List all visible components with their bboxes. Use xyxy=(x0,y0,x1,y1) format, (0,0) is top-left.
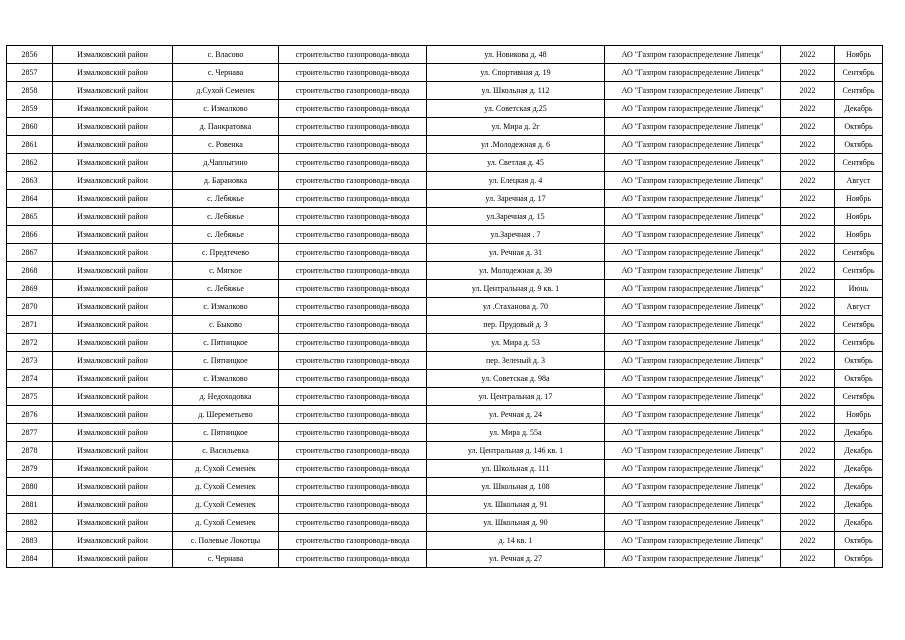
table-row xyxy=(7,118,883,136)
gasification-table xyxy=(6,45,883,568)
cell-settlement: д. Барановка xyxy=(173,172,279,190)
cell-month: Ноябрь xyxy=(835,190,883,208)
cell-district: Измалковский район xyxy=(53,352,173,370)
cell-month: Ноябрь xyxy=(835,226,883,244)
cell-settlement: с. Власово xyxy=(173,46,279,64)
cell-number: 2869 xyxy=(7,280,53,298)
cell-month: Декабрь xyxy=(835,514,883,532)
cell-number: 2867 xyxy=(7,244,53,262)
cell-work-type: строительство газопровода-ввода xyxy=(279,442,427,460)
cell-year: 2022 xyxy=(781,442,835,460)
cell-address: ул. Школьная д. 111 xyxy=(427,460,605,478)
cell-address: ул. Речная д. 31 xyxy=(427,244,605,262)
cell-number: 2881 xyxy=(7,496,53,514)
cell-year: 2022 xyxy=(781,370,835,388)
cell-organization: АО "Газпром газораспределение Липецк" xyxy=(605,118,781,136)
cell-organization: АО "Газпром газораспределение Липецк" xyxy=(605,550,781,568)
cell-district: Измалковский район xyxy=(53,64,173,82)
table-row xyxy=(7,64,883,82)
cell-district: Измалковский район xyxy=(53,424,173,442)
cell-work-type: строительство газопровода-ввода xyxy=(279,370,427,388)
cell-address: ул. Молодежная д. 39 xyxy=(427,262,605,280)
table-row xyxy=(7,244,883,262)
cell-work-type: строительство газопровода-ввода xyxy=(279,406,427,424)
cell-month: Сентябрь xyxy=(835,244,883,262)
cell-work-type: строительство газопровода-ввода xyxy=(279,136,427,154)
cell-year: 2022 xyxy=(781,154,835,172)
cell-organization: АО "Газпром газораспределение Липецк" xyxy=(605,352,781,370)
cell-number: 2859 xyxy=(7,100,53,118)
cell-organization: АО "Газпром газораспределение Липецк" xyxy=(605,136,781,154)
cell-month: Сентябрь xyxy=(835,388,883,406)
cell-month: Сентябрь xyxy=(835,64,883,82)
cell-organization: АО "Газпром газораспределение Липецк" xyxy=(605,190,781,208)
cell-address: ул. Мира д. 53 xyxy=(427,334,605,352)
cell-number: 2860 xyxy=(7,118,53,136)
cell-address: ул. Школьная д. 91 xyxy=(427,496,605,514)
cell-month: Декабрь xyxy=(835,496,883,514)
cell-year: 2022 xyxy=(781,100,835,118)
cell-work-type: строительство газопровода-ввода xyxy=(279,532,427,550)
cell-year: 2022 xyxy=(781,550,835,568)
cell-organization: АО "Газпром газораспределение Липецк" xyxy=(605,226,781,244)
cell-settlement: с. Чернава xyxy=(173,64,279,82)
cell-year: 2022 xyxy=(781,388,835,406)
cell-address: ул. Центральная д. 9 кв. 1 xyxy=(427,280,605,298)
cell-year: 2022 xyxy=(781,172,835,190)
cell-number: 2865 xyxy=(7,208,53,226)
cell-address: ул. Речная д. 27 xyxy=(427,550,605,568)
cell-district: Измалковский район xyxy=(53,478,173,496)
table-row xyxy=(7,550,883,568)
cell-district: Измалковский район xyxy=(53,370,173,388)
cell-organization: АО "Газпром газораспределение Липецк" xyxy=(605,244,781,262)
cell-settlement: с. Пятницкое xyxy=(173,352,279,370)
cell-settlement: с. Измалково xyxy=(173,100,279,118)
table-row xyxy=(7,532,883,550)
table-body xyxy=(7,46,883,568)
cell-month: Сентябрь xyxy=(835,262,883,280)
cell-district: Измалковский район xyxy=(53,442,173,460)
cell-district: Измалковский район xyxy=(53,136,173,154)
cell-number: 2857 xyxy=(7,64,53,82)
cell-address: ул. Заречная д. 17 xyxy=(427,190,605,208)
table-row xyxy=(7,496,883,514)
cell-address: ул. Мира д. 2г xyxy=(427,118,605,136)
cell-address: ул. Советская д. 98а xyxy=(427,370,605,388)
cell-month: Декабрь xyxy=(835,460,883,478)
cell-district: Измалковский район xyxy=(53,154,173,172)
cell-year: 2022 xyxy=(781,64,835,82)
cell-year: 2022 xyxy=(781,190,835,208)
cell-settlement: д. Недоходовка xyxy=(173,388,279,406)
cell-organization: АО "Газпром газораспределение Липецк" xyxy=(605,64,781,82)
cell-year: 2022 xyxy=(781,262,835,280)
cell-district: Измалковский район xyxy=(53,82,173,100)
cell-district: Измалковский район xyxy=(53,460,173,478)
table-row xyxy=(7,172,883,190)
cell-year: 2022 xyxy=(781,532,835,550)
cell-number: 2880 xyxy=(7,478,53,496)
cell-settlement: д. Сухой Семенек xyxy=(173,460,279,478)
cell-number: 2856 xyxy=(7,46,53,64)
cell-month: Октябрь xyxy=(835,136,883,154)
cell-district: Измалковский район xyxy=(53,406,173,424)
cell-address: ул. Светлая д. 45 xyxy=(427,154,605,172)
cell-address: ул. Речная д. 24 xyxy=(427,406,605,424)
cell-organization: АО "Газпром газораспределение Липецк" xyxy=(605,316,781,334)
cell-number: 2876 xyxy=(7,406,53,424)
cell-month: Июнь xyxy=(835,280,883,298)
cell-district: Измалковский район xyxy=(53,334,173,352)
cell-year: 2022 xyxy=(781,460,835,478)
cell-year: 2022 xyxy=(781,496,835,514)
cell-settlement: д. Сухой Семенек xyxy=(173,478,279,496)
cell-organization: АО "Газпром газораспределение Липецк" xyxy=(605,532,781,550)
cell-district: Измалковский район xyxy=(53,532,173,550)
cell-organization: АО "Газпром газораспределение Липецк" xyxy=(605,298,781,316)
cell-settlement: с. Измалково xyxy=(173,370,279,388)
cell-number: 2871 xyxy=(7,316,53,334)
cell-number: 2874 xyxy=(7,370,53,388)
cell-settlement: д. Сухой Семенек xyxy=(173,496,279,514)
cell-district: Измалковский район xyxy=(53,514,173,532)
cell-work-type: строительство газопровода-ввода xyxy=(279,514,427,532)
cell-settlement: с. Чернава xyxy=(173,550,279,568)
cell-month: Сентябрь xyxy=(835,82,883,100)
cell-settlement: с. Лебяжье xyxy=(173,280,279,298)
table-row xyxy=(7,280,883,298)
cell-number: 2866 xyxy=(7,226,53,244)
cell-address: ул .Стаханова д. 70 xyxy=(427,298,605,316)
cell-organization: АО "Газпром газораспределение Липецк" xyxy=(605,262,781,280)
cell-district: Измалковский район xyxy=(53,244,173,262)
cell-organization: АО "Газпром газораспределение Липецк" xyxy=(605,478,781,496)
cell-work-type: строительство газопровода-ввода xyxy=(279,46,427,64)
cell-month: Октябрь xyxy=(835,370,883,388)
cell-work-type: строительство газопровода-ввода xyxy=(279,154,427,172)
cell-number: 2872 xyxy=(7,334,53,352)
cell-organization: АО "Газпром газораспределение Липецк" xyxy=(605,46,781,64)
cell-address: ул. Центральная д. 17 xyxy=(427,388,605,406)
cell-settlement: с. Предтечево xyxy=(173,244,279,262)
cell-month: Август xyxy=(835,298,883,316)
cell-organization: АО "Газпром газораспределение Липецк" xyxy=(605,280,781,298)
cell-organization: АО "Газпром газораспределение Липецк" xyxy=(605,334,781,352)
cell-work-type: строительство газопровода-ввода xyxy=(279,280,427,298)
cell-number: 2878 xyxy=(7,442,53,460)
cell-work-type: строительство газопровода-ввода xyxy=(279,496,427,514)
cell-address: ул. Советская д.25 xyxy=(427,100,605,118)
cell-work-type: строительство газопровода-ввода xyxy=(279,208,427,226)
cell-number: 2862 xyxy=(7,154,53,172)
cell-address: д. 14 кв. 1 xyxy=(427,532,605,550)
cell-organization: АО "Газпром газораспределение Липецк" xyxy=(605,100,781,118)
cell-work-type: строительство газопровода-ввода xyxy=(279,118,427,136)
cell-work-type: строительство газопровода-ввода xyxy=(279,388,427,406)
cell-district: Измалковский район xyxy=(53,208,173,226)
table-row xyxy=(7,514,883,532)
cell-work-type: строительство газопровода-ввода xyxy=(279,316,427,334)
cell-number: 2884 xyxy=(7,550,53,568)
table-row xyxy=(7,208,883,226)
cell-year: 2022 xyxy=(781,334,835,352)
cell-address: ул. Елецкая д. 4 xyxy=(427,172,605,190)
cell-settlement: д. Шереметьево xyxy=(173,406,279,424)
table-row xyxy=(7,334,883,352)
table-row xyxy=(7,262,883,280)
cell-month: Ноябрь xyxy=(835,208,883,226)
cell-month: Октябрь xyxy=(835,550,883,568)
cell-number: 2863 xyxy=(7,172,53,190)
cell-number: 2868 xyxy=(7,262,53,280)
table-row xyxy=(7,136,883,154)
cell-number: 2873 xyxy=(7,352,53,370)
cell-organization: АО "Газпром газораспределение Липецк" xyxy=(605,370,781,388)
cell-month: Август xyxy=(835,172,883,190)
cell-organization: АО "Газпром газораспределение Липецк" xyxy=(605,424,781,442)
cell-organization: АО "Газпром газораспределение Липецк" xyxy=(605,172,781,190)
cell-settlement: с. Полевые Локотцы xyxy=(173,532,279,550)
cell-settlement: с. Лебяжье xyxy=(173,190,279,208)
cell-organization: АО "Газпром газораспределение Липецк" xyxy=(605,154,781,172)
cell-district: Измалковский район xyxy=(53,46,173,64)
cell-work-type: строительство газопровода-ввода xyxy=(279,226,427,244)
cell-organization: АО "Газпром газораспределение Липецк" xyxy=(605,460,781,478)
cell-work-type: строительство газопровода-ввода xyxy=(279,298,427,316)
cell-year: 2022 xyxy=(781,406,835,424)
cell-month: Октябрь xyxy=(835,532,883,550)
cell-year: 2022 xyxy=(781,352,835,370)
table-row xyxy=(7,424,883,442)
cell-year: 2022 xyxy=(781,226,835,244)
cell-month: Сентябрь xyxy=(835,154,883,172)
cell-work-type: строительство газопровода-ввода xyxy=(279,172,427,190)
cell-work-type: строительство газопровода-ввода xyxy=(279,550,427,568)
cell-district: Измалковский район xyxy=(53,118,173,136)
cell-address: ул. Школьная д. 112 xyxy=(427,82,605,100)
cell-work-type: строительство газопровода-ввода xyxy=(279,190,427,208)
cell-settlement: с. Измалково xyxy=(173,298,279,316)
cell-month: Ноябрь xyxy=(835,46,883,64)
cell-year: 2022 xyxy=(781,82,835,100)
table-row xyxy=(7,226,883,244)
cell-number: 2877 xyxy=(7,424,53,442)
cell-address: ул.Заречная . 7 xyxy=(427,226,605,244)
cell-year: 2022 xyxy=(781,478,835,496)
cell-address: ул.Заречная д. 15 xyxy=(427,208,605,226)
cell-district: Измалковский район xyxy=(53,190,173,208)
cell-year: 2022 xyxy=(781,136,835,154)
table-row xyxy=(7,154,883,172)
table-row xyxy=(7,388,883,406)
cell-year: 2022 xyxy=(781,208,835,226)
table-row xyxy=(7,352,883,370)
cell-work-type: строительство газопровода-ввода xyxy=(279,82,427,100)
cell-settlement: д. Сухой Семенек xyxy=(173,514,279,532)
cell-district: Измалковский район xyxy=(53,262,173,280)
cell-district: Измалковский район xyxy=(53,316,173,334)
cell-month: Октябрь xyxy=(835,118,883,136)
cell-settlement: с. Васильевка xyxy=(173,442,279,460)
cell-address: ул. Школьная д. 108 xyxy=(427,478,605,496)
cell-work-type: строительство газопровода-ввода xyxy=(279,478,427,496)
cell-organization: АО "Газпром газораспределение Липецк" xyxy=(605,406,781,424)
cell-settlement: д.Чаплыгино xyxy=(173,154,279,172)
cell-year: 2022 xyxy=(781,118,835,136)
cell-work-type: строительство газопровода-ввода xyxy=(279,334,427,352)
cell-number: 2864 xyxy=(7,190,53,208)
cell-settlement: с. Пятницкое xyxy=(173,334,279,352)
cell-district: Измалковский район xyxy=(53,388,173,406)
table-row xyxy=(7,190,883,208)
cell-organization: АО "Газпром газораспределение Липецк" xyxy=(605,82,781,100)
cell-month: Октябрь xyxy=(835,352,883,370)
table-row xyxy=(7,370,883,388)
cell-organization: АО "Газпром газораспределение Липецк" xyxy=(605,496,781,514)
cell-district: Измалковский район xyxy=(53,226,173,244)
table-row xyxy=(7,460,883,478)
cell-address: ул. Спортивная д. 19 xyxy=(427,64,605,82)
cell-month: Декабрь xyxy=(835,442,883,460)
cell-district: Измалковский район xyxy=(53,496,173,514)
table-row xyxy=(7,316,883,334)
cell-year: 2022 xyxy=(781,46,835,64)
table-row xyxy=(7,478,883,496)
cell-work-type: строительство газопровода-ввода xyxy=(279,262,427,280)
cell-settlement: с. Ровенка xyxy=(173,136,279,154)
cell-address: пер. Зеленый д. 3 xyxy=(427,352,605,370)
cell-month: Декабрь xyxy=(835,424,883,442)
cell-settlement: д. Панкратовка xyxy=(173,118,279,136)
table-row xyxy=(7,46,883,64)
cell-settlement: с. Лебяжье xyxy=(173,208,279,226)
cell-number: 2879 xyxy=(7,460,53,478)
cell-district: Измалковский район xyxy=(53,298,173,316)
cell-work-type: строительство газопровода-ввода xyxy=(279,352,427,370)
cell-district: Измалковский район xyxy=(53,172,173,190)
cell-settlement: с. Быково xyxy=(173,316,279,334)
cell-month: Декабрь xyxy=(835,100,883,118)
cell-number: 2858 xyxy=(7,82,53,100)
cell-month: Ноябрь xyxy=(835,406,883,424)
cell-work-type: строительство газопровода-ввода xyxy=(279,460,427,478)
cell-work-type: строительство газопровода-ввода xyxy=(279,424,427,442)
cell-address: ул .Молодежная д. 6 xyxy=(427,136,605,154)
cell-year: 2022 xyxy=(781,424,835,442)
cell-organization: АО "Газпром газораспределение Липецк" xyxy=(605,442,781,460)
cell-address: ул. Новикова д. 48 xyxy=(427,46,605,64)
cell-address: ул. Центральная д. 146 кв. 1 xyxy=(427,442,605,460)
cell-district: Измалковский район xyxy=(53,100,173,118)
cell-month: Декабрь xyxy=(835,478,883,496)
cell-organization: АО "Газпром газораспределение Липецк" xyxy=(605,388,781,406)
cell-year: 2022 xyxy=(781,244,835,262)
cell-settlement: с. Лебяжье xyxy=(173,226,279,244)
cell-address: пер. Прудовый д. 3 xyxy=(427,316,605,334)
cell-settlement: с. Мягкое xyxy=(173,262,279,280)
cell-year: 2022 xyxy=(781,280,835,298)
table-row xyxy=(7,442,883,460)
cell-work-type: строительство газопровода-ввода xyxy=(279,244,427,262)
cell-work-type: строительство газопровода-ввода xyxy=(279,64,427,82)
table-row xyxy=(7,406,883,424)
table-row xyxy=(7,100,883,118)
cell-address: ул. Школьная д. 90 xyxy=(427,514,605,532)
cell-year: 2022 xyxy=(781,316,835,334)
cell-year: 2022 xyxy=(781,514,835,532)
cell-settlement: д.Сухой Семенек xyxy=(173,82,279,100)
cell-month: Сентябрь xyxy=(835,316,883,334)
cell-work-type: строительство газопровода-ввода xyxy=(279,100,427,118)
cell-organization: АО "Газпром газораспределение Липецк" xyxy=(605,208,781,226)
cell-number: 2883 xyxy=(7,532,53,550)
cell-number: 2882 xyxy=(7,514,53,532)
table-row xyxy=(7,82,883,100)
cell-district: Измалковский район xyxy=(53,550,173,568)
cell-number: 2875 xyxy=(7,388,53,406)
cell-settlement: с. Пятницкое xyxy=(173,424,279,442)
cell-month: Сентябрь xyxy=(835,334,883,352)
table-row xyxy=(7,298,883,316)
cell-year: 2022 xyxy=(781,298,835,316)
cell-number: 2861 xyxy=(7,136,53,154)
cell-number: 2870 xyxy=(7,298,53,316)
cell-address: ул. Мира д. 55а xyxy=(427,424,605,442)
cell-district: Измалковский район xyxy=(53,280,173,298)
cell-organization: АО "Газпром газораспределение Липецк" xyxy=(605,514,781,532)
